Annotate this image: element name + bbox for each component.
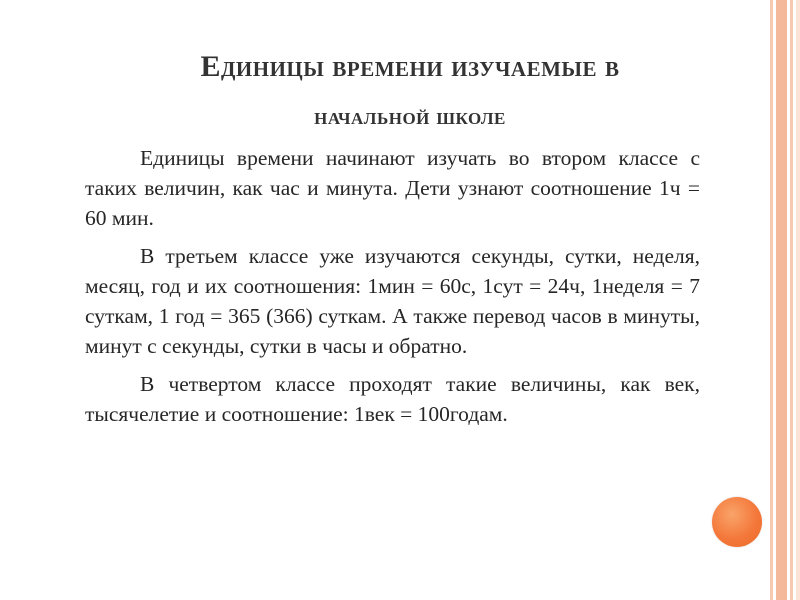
- paragraph-second-grade: Единицы времени начинают изучать во втором классе с таких величин, как час и минута. Дети узнают соотношение 1ч = 60 мин.: [85, 146, 700, 230]
- decorative-circle-icon: [712, 497, 762, 547]
- border-stripe: [796, 0, 800, 600]
- border-stripe: [776, 0, 787, 600]
- slide-title-line-1: Единицы времени изучаемые в: [200, 50, 620, 83]
- slide-body: [85, 143, 700, 437]
- paragraph-fourth-grade: В четвертом классе проходят такие величины, как век, тысячелетие и соотношение: 1век = 100годам.: [85, 372, 700, 426]
- slide-title-line-2: начальной школе: [314, 104, 506, 130]
- border-stripe: [770, 0, 773, 600]
- paragraph-third-grade: В третьем классе уже изучаются секунды, сутки, неделя, месяц, год и их соотношения: 1мин = 60с, 1сут = 24ч, 1неделя = 7 суткам, 1 год = 365 (366) суткам. А также перевод часов в минуты, минут с секунды, сутки в часы и обратно.: [85, 244, 700, 358]
- slide-title: [60, 42, 760, 142]
- border-stripe: [790, 0, 793, 600]
